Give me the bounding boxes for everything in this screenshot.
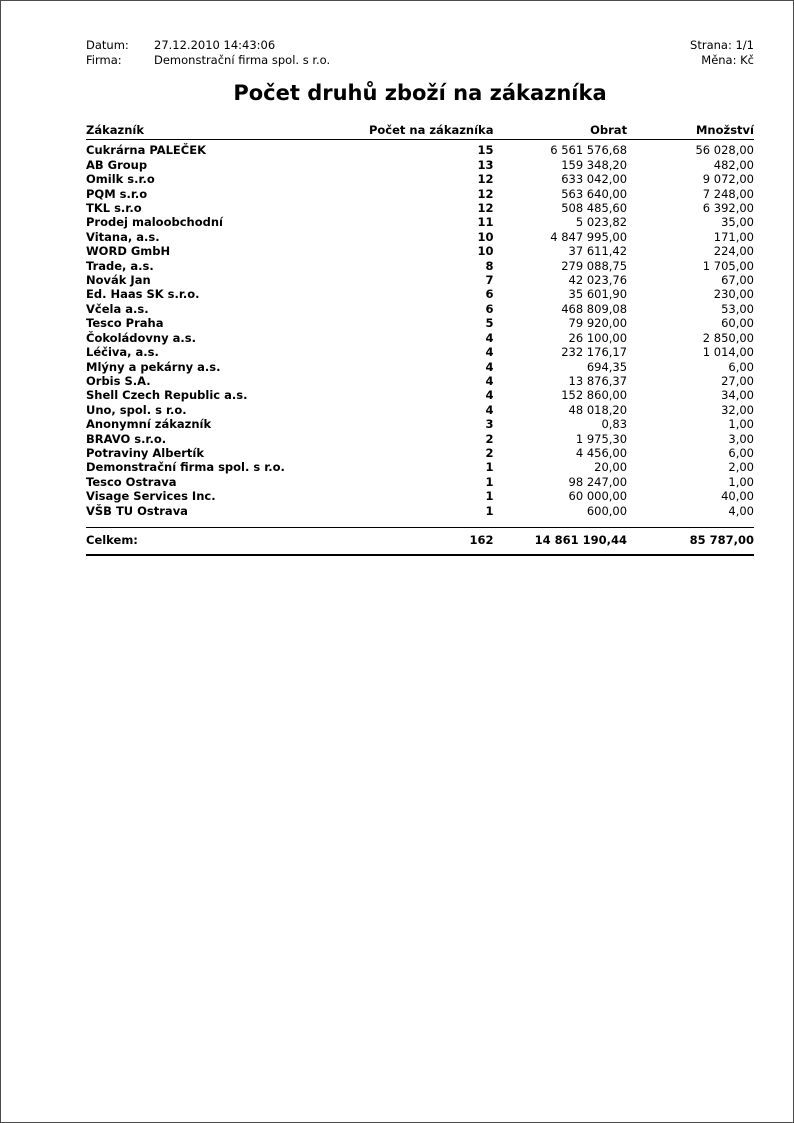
customer-turnover: 694,35 [586,359,628,374]
customer-name: Cukrárna PALEČEK [86,143,206,158]
customer-turnover: 468 809,08 [561,301,628,316]
customer-name: Demonstrační firma spol. s r.o. [86,460,285,475]
customer-quantity: 32,00 [721,402,754,417]
customer-name: Včela a.s. [86,301,149,316]
customer-count: 12 [477,201,494,216]
customer-name: Trade, a.s. [86,258,154,273]
total-count: 162 [367,528,494,555]
customer-turnover: 5 023,82 [575,215,628,230]
customer-count: 10 [477,244,494,259]
table-row [86,273,754,287]
customer-name: BRAVO s.r.o. [86,431,167,446]
customer-name: Léčiva, a.s. [86,345,159,360]
customer-turnover: 159 348,20 [561,157,628,172]
table-header [86,123,754,140]
customer-count: 7 [485,273,494,288]
customer-quantity: 60,00 [721,316,754,331]
table-row [86,432,754,446]
customer-count: 4 [485,402,494,417]
table-spacer-row [86,518,754,528]
customer-count: 6 [485,301,494,316]
customer-quantity: 1 014,00 [702,345,754,360]
customer-name: WORD GmbH [86,244,171,259]
column-header-customer: Zákazník [86,123,367,140]
page-number: Strana: 1/1 [690,38,754,52]
report-header-right [690,38,754,68]
customer-name: Visage Services Inc. [86,489,216,504]
customer-count: 11 [477,215,494,230]
customer-name: Vitana, a.s. [86,229,160,244]
customer-name: Omilk s.r.o [86,172,155,187]
customer-turnover: 60 000,00 [568,489,628,504]
table-row [86,158,754,172]
customer-turnover: 13 876,37 [568,373,628,388]
customer-count: 10 [477,229,494,244]
table-body [86,140,754,518]
customer-count: 12 [477,186,494,201]
customer-turnover: 42 023,76 [568,273,628,288]
company-value: Demonstrační firma spol. s r.o. [154,53,331,67]
customer-count: 2 [485,445,494,460]
company-label: Firma: [86,53,122,67]
customer-name: Potraviny Albertík [86,445,205,460]
currency: Měna: Kč [701,53,754,67]
customer-quantity: 27,00 [721,373,754,388]
report-header-left [86,38,330,68]
table-row [86,489,754,503]
customer-count: 1 [485,489,494,504]
customer-quantity: 53,00 [721,301,754,316]
table-row [86,345,754,359]
customer-name: Shell Czech Republic a.s. [86,388,248,403]
customer-turnover: 79 920,00 [568,316,628,331]
customer-turnover: 26 100,00 [568,330,628,345]
total-turnover: 14 861 190,44 [493,528,627,555]
customer-turnover: 563 640,00 [561,186,628,201]
table-row [86,374,754,388]
total-label: Celkem: [86,528,367,555]
customer-table [86,123,754,556]
customer-turnover: 152 860,00 [561,388,628,403]
table-row [86,475,754,489]
customer-name: Tesco Ostrava [86,474,177,489]
report-title: Počet druhů zboží na zákazníka [233,81,607,105]
table-row [86,417,754,431]
customer-name: Tesco Praha [86,316,164,331]
table-footer [86,518,754,555]
customer-turnover: 6 561 576,68 [550,143,628,158]
table-row [86,302,754,316]
table-row [86,244,754,258]
customer-quantity: 35,00 [721,215,754,230]
table-row [86,172,754,186]
customer-name: Novák Jan [86,273,151,288]
customer-name: Anonymní zákazník [86,417,212,432]
table-row [86,331,754,345]
customer-turnover: 98 247,00 [568,474,628,489]
table-row [86,446,754,460]
customer-turnover: 633 042,00 [561,172,628,187]
customer-count: 15 [477,143,494,158]
customer-count: 12 [477,172,494,187]
customer-quantity: 1 705,00 [702,258,754,273]
customer-quantity: 56 028,00 [695,143,754,158]
customer-quantity: 9 072,00 [702,172,754,187]
customer-count: 6 [485,287,494,302]
customer-quantity: 171,00 [713,229,754,244]
date-label: Datum: [86,38,129,52]
customer-name: Uno, spol. s r.o. [86,402,187,417]
customer-count: 8 [485,258,494,273]
customer-turnover: 37 611,42 [568,244,628,259]
customer-count: 1 [485,503,494,518]
customer-count: 1 [485,474,494,489]
customer-quantity: 6 392,00 [702,201,754,216]
customer-name: VŠB TU Ostrava [86,503,188,518]
customer-name: PQM s.r.o [86,186,148,201]
date-value: 27.12.2010 14:43:06 [154,38,276,52]
total-quantity: 85 787,00 [627,528,754,555]
customer-name: Čokoládovny a.s. [86,330,196,345]
customer-turnover: 1 975,30 [575,431,628,446]
customer-turnover: 4 456,00 [575,445,628,460]
customer-turnover: 4 847 995,00 [550,229,628,244]
customer-quantity: 40,00 [721,489,754,504]
customer-turnover: 0,83 [601,417,628,432]
customer-quantity: 482,00 [713,157,754,172]
customer-name: AB Group [86,157,148,172]
customer-turnover: 20,00 [594,460,628,475]
customer-turnover: 35 601,90 [568,287,628,302]
customer-count: 4 [485,345,494,360]
customer-quantity: 1,00 [728,474,754,489]
customer-name: Mlýny a pekárny a.s. [86,359,221,374]
customer-turnover: 232 176,17 [561,345,628,360]
customer-quantity: 6,00 [728,359,754,374]
customer-quantity: 3,00 [728,431,754,446]
table-row [86,504,754,518]
customer-count: 2 [485,431,494,446]
report-header [86,38,754,68]
customer-name: Ed. Haas SK s.r.o. [86,287,200,302]
customer-count: 5 [485,316,494,331]
column-header-turnover: Obrat [493,123,627,140]
customer-name: Orbis S.A. [86,373,151,388]
column-header-quantity: Množství [627,123,754,140]
customer-quantity: 34,00 [721,388,754,403]
customer-name: TKL s.r.o [86,201,142,216]
customer-count: 13 [477,157,494,172]
customer-turnover: 48 018,20 [568,402,628,417]
customer-quantity: 2,00 [728,460,754,475]
table-row [86,201,754,215]
customer-turnover: 600,00 [586,503,628,518]
column-header-count: Počet na zákazníka [367,123,494,140]
customer-count: 3 [485,417,494,432]
customer-quantity: 4,00 [728,503,754,518]
table-row [86,230,754,244]
customer-quantity: 2 850,00 [702,330,754,345]
table-row [86,259,754,273]
customer-count: 4 [485,359,494,374]
customer-quantity: 1,00 [728,417,754,432]
table-row [86,460,754,474]
table-row [86,316,754,330]
table-row [86,287,754,301]
customer-quantity: 67,00 [721,273,754,288]
customer-quantity: 224,00 [713,244,754,259]
customer-quantity: 7 248,00 [702,186,754,201]
table-row [86,140,754,158]
table-row [86,187,754,201]
customer-turnover: 508 485,60 [561,201,628,216]
table-row [86,215,754,229]
customer-quantity: 6,00 [728,445,754,460]
table-header-row [86,123,754,140]
customer-turnover: 279 088,75 [561,258,628,273]
customer-name: Prodej maloobchodní [86,215,223,230]
table-row [86,388,754,402]
table-row [86,360,754,374]
customer-count: 4 [485,330,494,345]
customer-quantity: 230,00 [713,287,754,302]
customer-count: 4 [485,373,494,388]
total-row [86,528,754,555]
customer-count: 4 [485,388,494,403]
customer-count: 1 [485,460,494,475]
table-row [86,403,754,417]
